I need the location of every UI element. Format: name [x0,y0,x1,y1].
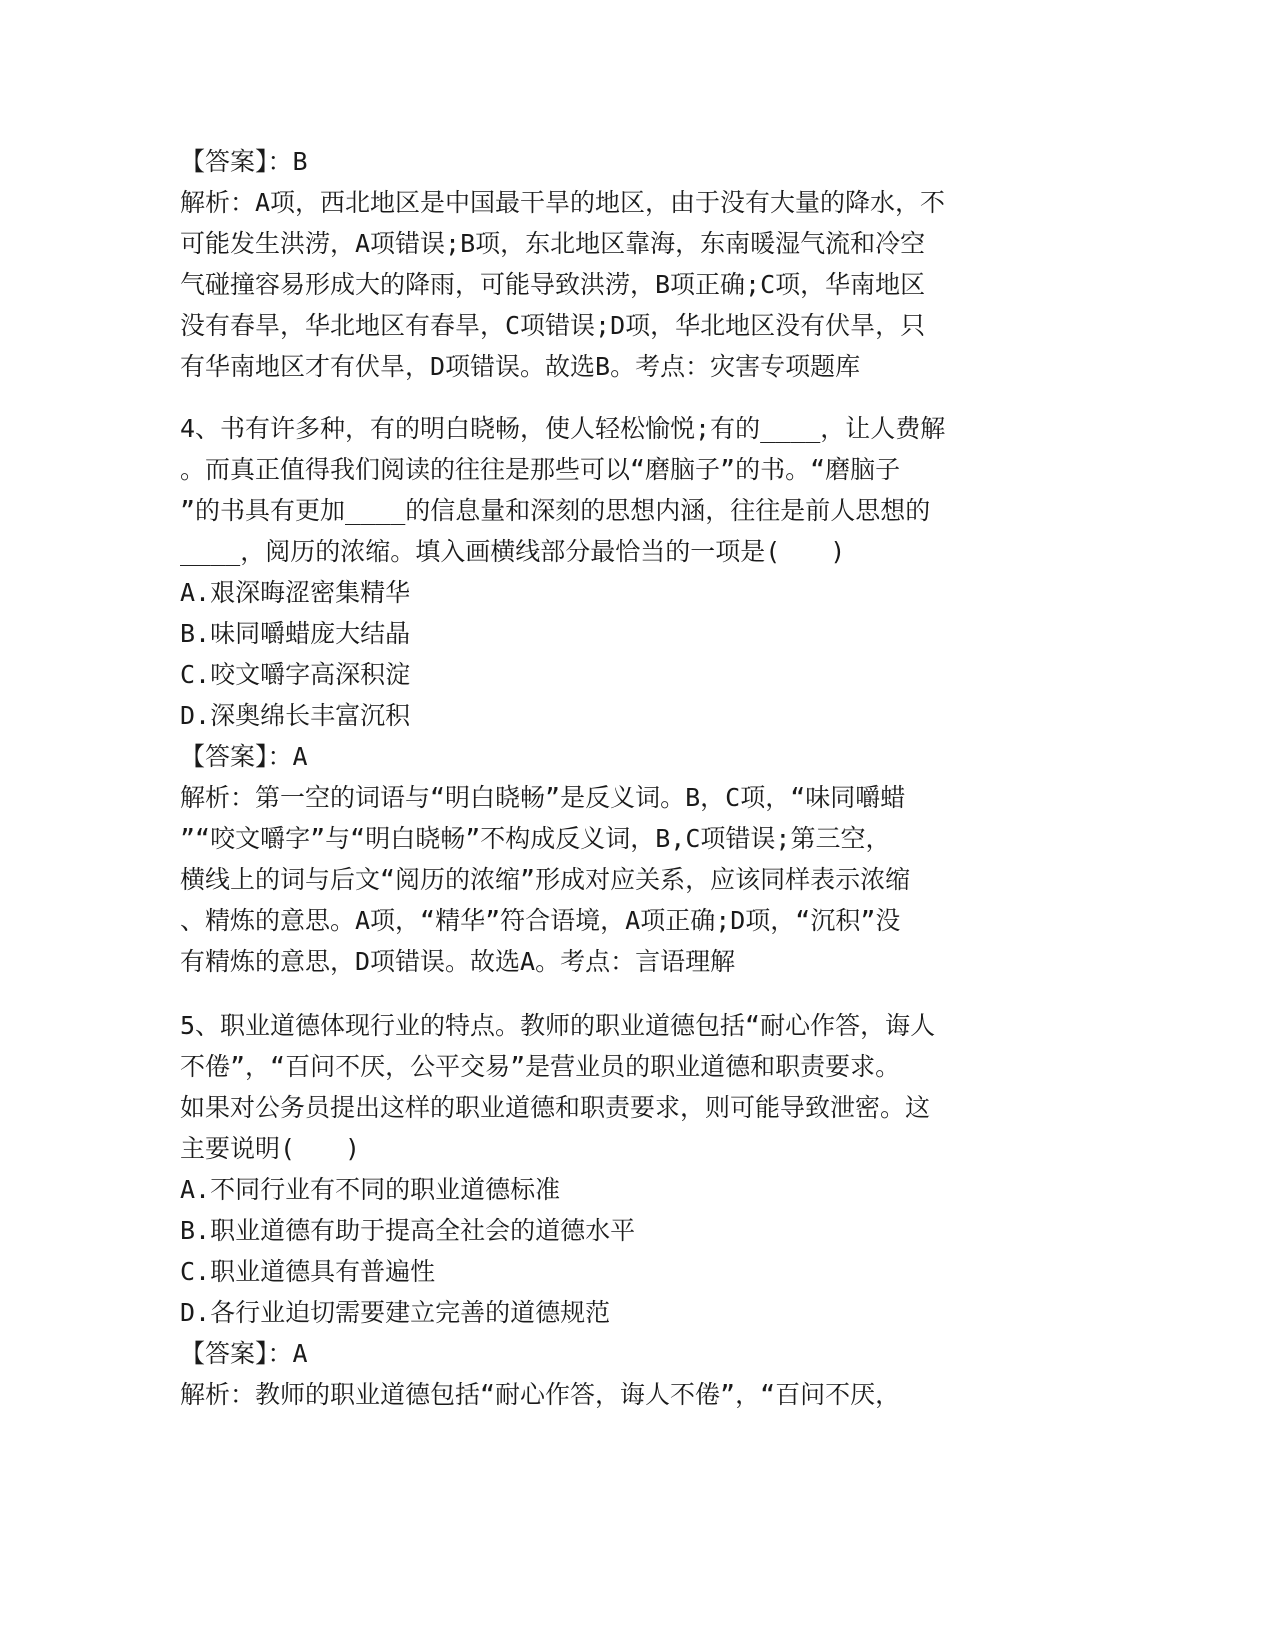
q4-stem-line: ____，阅历的浓缩。填入画横线部分最恰当的一项是( ) [180,537,846,566]
q5-stem-line: 主要说明( ) [180,1134,361,1163]
q4-option-b: B.味同嚼蜡庞大结晶 [180,619,411,648]
q3-explanation-line: 气碰撞容易形成大的降雨，可能导致洪涝，B项正确;C项，华南地区 [180,270,926,299]
q4-explanation-line: 横线上的词与后文“阅历的浓缩”形成对应关系，应该同样表示浓缩 [180,865,911,894]
q5-option-a: A.不同行业有不同的职业道德标准 [180,1175,561,1204]
q4-stem-line: 。而真正值得我们阅读的往往是那些可以“磨脑子”的书。“磨脑子 [180,455,901,484]
q5-stem-line: 不倦”，“百问不厌，公平交易”是营业员的职业道德和职责要求。 [180,1052,901,1081]
q4-explanation-line: 、精炼的意思。A项，“精华”符合语境，A项正确;D项，“沉积”没 [180,906,901,935]
q5-option-b: B.职业道德有助于提高全社会的道德水平 [180,1216,636,1245]
q5-option-d: D.各行业迫切需要建立完善的道德规范 [180,1298,611,1327]
q5-answer: 【答案】：A [180,1339,308,1368]
q4-answer: 【答案】：A [180,742,308,771]
q5-option-c: C.职业道德具有普遍性 [180,1257,436,1286]
q3-explanation-line: 没有春旱，华北地区有春旱，C项错误;D项，华北地区没有伏旱，只 [180,311,926,340]
q3-explanation-line: 可能发生洪涝，A项错误;B项，东北地区靠海，东南暖湿气流和冷空 [180,229,926,258]
q4-explanation-line: ”“咬文嚼字”与“明白晓畅”不构成反义词，B,C项错误;第三空， [180,824,891,853]
q5-explanation-line: 解析：教师的职业道德包括“耐心作答，诲人不倦”，“百问不厌， [180,1380,901,1409]
q5-stem-line: 如果对公务员提出这样的职业道德和职责要求，则可能导致泄密。这 [180,1093,931,1122]
q4-explanation-line: 解析：第一空的词语与“明白晓畅”是反义词。B，C项，“味同嚼蜡 [180,783,906,812]
q5-stem-line: 5、职业道德体现行业的特点。教师的职业道德包括“耐心作答，诲人 [180,1011,936,1040]
q4-option-c: C.咬文嚼字高深积淀 [180,660,411,689]
q4-option-d: D.深奥绵长丰富沉积 [180,701,411,730]
q4-option-a: A.艰深晦涩密集精华 [180,578,411,607]
q4-stem-line: ”的书具有更加____的信息量和深刻的思想内涵，往往是前人思想的 [180,496,931,525]
q4-stem-line: 4、书有许多种，有的明白晓畅，使人轻松愉悦;有的____，让人费解 [180,414,946,443]
q4-explanation-line: 有精炼的意思，D项错误。故选A。考点：言语理解 [180,947,736,976]
q3-explanation-line: 有华南地区才有伏旱，D项错误。故选B。考点：灾害专项题库 [180,352,861,381]
q3-answer: 【答案】：B [180,147,308,176]
q3-explanation-line: 解析：A项，西北地区是中国最干旱的地区，由于没有大量的降水，不 [180,188,946,217]
